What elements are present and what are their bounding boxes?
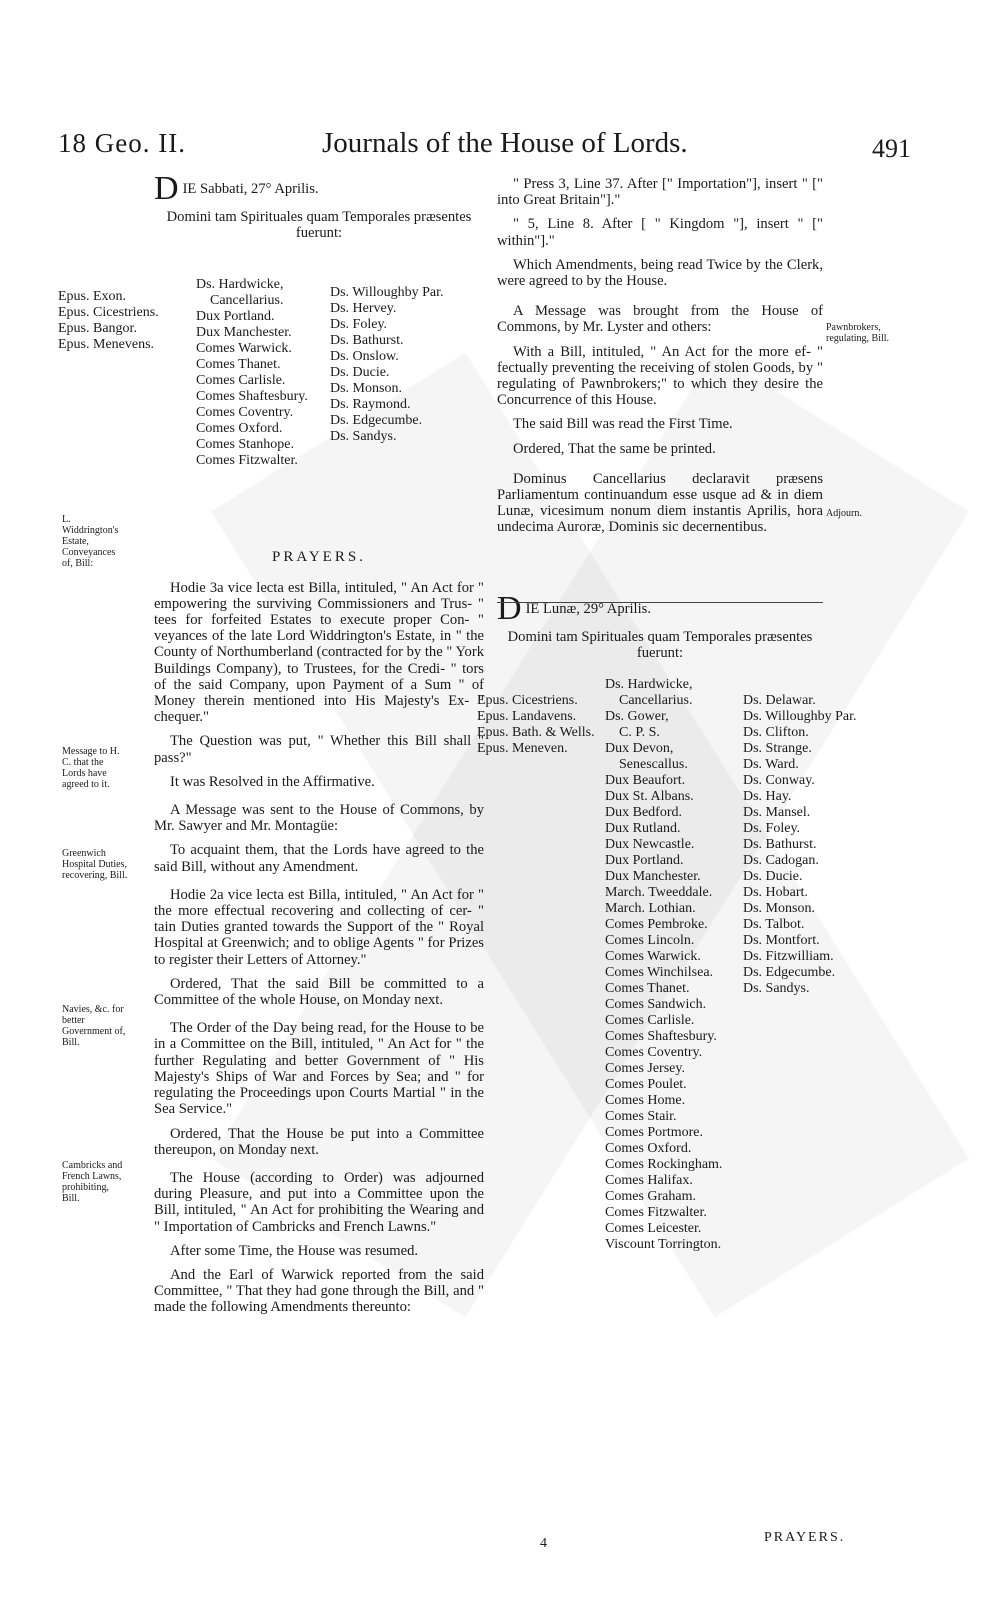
paragraph: The Order of the Day being read, for the House to be in a Committee on the Bill, intituled, " An Act for " the further Regulating and better Government of " His Majesty's Ships of War and Forces by Sea; and " for regulating the Proceedings upon Courts Martial " in the Sea Service." <box>154 1020 484 1118</box>
margin-note: Message to H. C. that the Lords have agreed to it. <box>62 746 120 790</box>
attendee-name: Comes Thanet. <box>196 357 281 373</box>
attendee-name: Ds. Sandys. <box>330 429 397 445</box>
page-header-reign: 18 Geo. II. <box>58 128 186 158</box>
attendee-name: Ds. Montfort. <box>743 933 820 949</box>
attendee-name: Ds. Ward. <box>743 757 799 773</box>
margin-note: Navies, &c. for better Government of, Bill. <box>62 1004 126 1048</box>
attendee-name: Ds. Gower, <box>605 709 669 725</box>
attendee-name: Dux Beaufort. <box>605 773 686 789</box>
paragraph: Hodie 2a vice lecta est Billa, intituled, " An Act for " the more effectual recovering and collecting of cer- " tain Duties granted towards the Support of the " Royal Hospital at Greenwich; and to oblige Agents " for Prizes to register their Letters of Attorney." <box>154 886 484 968</box>
attendee-name: Ds. Edgecumbe. <box>743 965 836 981</box>
attendee-name: Comes Fitzwalter. <box>196 453 298 469</box>
lords-list <box>743 693 857 997</box>
attendee-name: March. Lothian. <box>605 901 696 917</box>
paragraph: Ordered, That the same be printed. <box>513 440 716 457</box>
attendee-name: Comes Halifax. <box>605 1173 693 1189</box>
attendee-name: Dux Bedford. <box>605 805 682 821</box>
attendee-name: Comes Home. <box>605 1093 686 1109</box>
day-heading: DIE Sabbati, 27° Aprilis. <box>154 170 319 207</box>
attendee-name: Comes Coventry. <box>605 1045 703 1061</box>
attendee-name: Dux Newcastle. <box>605 837 695 853</box>
attendee-name: Epus. Exon. <box>58 289 127 305</box>
attendee-name: Ds. Bathurst. <box>330 333 404 349</box>
margin-note: L. Widdrington's Estate, Conveyances of, Bill: <box>62 514 119 569</box>
attendee-name: Dux St. Albans. <box>605 789 694 805</box>
attendee-name: Ds. Foley. <box>330 317 388 333</box>
attendee-name: Comes Oxford. <box>196 421 283 437</box>
attendance-list <box>477 669 857 1253</box>
attendee-name: Comes Portmore. <box>605 1125 703 1141</box>
attendee-name: Dux Rutland. <box>605 821 681 837</box>
attendee-name: Comes Stair. <box>605 1109 677 1125</box>
attendee-name: Ds. Cadogan. <box>743 853 819 869</box>
attendance-line: Domini tam Spirituales quam Temporales præsentes fuerunt: <box>507 628 813 661</box>
attendee-name: Comes Shaftesbury. <box>605 1029 717 1045</box>
attendee-name: Dux Portland. <box>605 853 684 869</box>
attendee-name: Ds. Willoughby Par. <box>743 709 857 725</box>
attendee-name: Epus. Bath. & Wells. <box>477 725 595 741</box>
margin-note: Pawnbrokers, regulating, Bill. <box>826 322 890 344</box>
attendee-name: Comes Rockingham. <box>605 1157 723 1173</box>
attendee-name: Ds. Hardwicke, <box>605 677 693 693</box>
attendee-name: Dux Devon, <box>605 741 674 757</box>
attendee-name: Comes Warwick. <box>196 341 292 357</box>
attendee-name: Ds. Hervey. <box>330 301 397 317</box>
attendee-name: Epus. Cicestriens. <box>58 305 159 321</box>
attendee-name: Ds. Hobart. <box>743 885 808 901</box>
attendee-name: Ds. Talbot. <box>743 917 805 933</box>
paragraph: Hodie 3a vice lecta est Billa, intituled, " An Act for " empowering the surviving Commissioners and Trus- " tees for forfeited Estates to execute proper Con- " veyances of the late Lord Widdrington's Estate, in " the County of Northumberland (contracted for by the " York Buildings Company), to Trustees, for the Credi- " tors of the said Company, upon Payment of a Sum " of Money therein mentioned into His Majesty's Ex- " chequer." <box>154 579 484 726</box>
attendee-name: Comes Coventry. <box>196 405 294 421</box>
lords-list <box>605 677 722 1253</box>
attendee-name: Ds. Willoughby Par. <box>330 285 444 301</box>
attendee-name: Ds. Clifton. <box>743 725 809 741</box>
day-heading: DIE Lunæ, 29° Aprilis. <box>497 589 651 627</box>
attendee-name: Ds. Sandys. <box>743 981 810 997</box>
attendee-name: Epus. Cicestriens. <box>477 693 578 709</box>
paragraph: Dominus Cancellarius declaravit præsens Parliamentum continuandum esse usque ad & in diem Lunæ, vicesimum nonum diem instantis Aprilis, hora undecima Auroræ, Dominis sic decernentibus. <box>497 470 823 536</box>
paragraph: To acquaint them, that the Lords have agreed to the said Bill, without any Amendment. <box>154 842 484 875</box>
attendee-name: Comes Graham. <box>605 1189 696 1205</box>
attendee-name: Ds. Strange. <box>743 741 812 757</box>
attendee-name: Ds. Edgecumbe. <box>330 413 423 429</box>
attendee-name: Cancellarius. <box>619 693 693 709</box>
attendance-line: Domini tam Spirituales quam Temporales præsentes fuerunt: <box>166 209 472 242</box>
attendee-name: Comes Winchilsea. <box>605 965 714 981</box>
catchword: PRAYERS. <box>764 1530 846 1545</box>
bishops-list <box>477 693 595 757</box>
attendee-name: Comes Stanhope. <box>196 437 294 453</box>
paragraph: With a Bill, intituled, " An Act for the more ef- " fectually preventing the receiving of stolen Goods, by " regulating of Pawnbrokers;" to which they desire the Concurrence of this House. <box>497 343 823 409</box>
section-rule <box>497 602 823 603</box>
attendee-name: Ds. Mansel. <box>743 805 811 821</box>
attendee-name: Comes Warwick. <box>605 949 701 965</box>
attendee-name: Comes Fitzwalter. <box>605 1205 707 1221</box>
attendee-name: Comes Oxford. <box>605 1141 692 1157</box>
paragraph: Ordered, That the House be put into a Committee thereupon, on Monday next. <box>154 1125 484 1158</box>
attendee-name: Comes Carlisle. <box>605 1013 695 1029</box>
attendee-name: Ds. Monson. <box>330 381 402 397</box>
amendment: " Press 3, Line 37. After [" Importation"], insert " [" into Great Britain"]." <box>497 176 823 209</box>
attendee-name: Epus. Landavens. <box>477 709 577 725</box>
signature-mark: 4 <box>540 1536 547 1551</box>
attendee-name: Comes Shaftesbury. <box>196 389 308 405</box>
margin-note: Cambricks and French Lawns, prohibiting, Bill. <box>62 1160 123 1204</box>
attendee-name: Comes Thanet. <box>605 981 690 997</box>
attendee-name: Ds. Conway. <box>743 773 815 789</box>
paragraph: The House (according to Order) was adjourned during Pleasure, and put into a Committee upon the Bill, intituled, " An Act for prohibiting the Wearing and " Importation of Cambricks and French Lawns." <box>154 1169 484 1235</box>
attendee-name: Senescallus. <box>619 757 688 773</box>
attendee-name: Epus. Bangor. <box>58 321 137 337</box>
attendee-name: Comes Poulet. <box>605 1077 687 1093</box>
page-number: 491 <box>872 134 911 163</box>
attendee-name: Comes Jersey. <box>605 1061 685 1077</box>
attendee-name: Ds. Hardwicke, <box>196 277 284 293</box>
attendee-name: Ds. Delawar. <box>743 693 816 709</box>
attendee-name: Cancellarius. <box>210 293 284 309</box>
attendee-name: Ds. Monson. <box>743 901 815 917</box>
amendment: " 5, Line 8. After [ " Kingdom "], insert " [" within"]." <box>497 216 823 249</box>
paragraph: The said Bill was read the First Time. <box>513 416 733 433</box>
attendee-name: Epus. Meneven. <box>477 741 568 757</box>
attendee-name: Comes Lincoln. <box>605 933 695 949</box>
lords-list <box>196 277 308 469</box>
page-header-title: Journals of the House of Lords. <box>322 127 688 159</box>
paragraph: A Message was brought from the House of Commons, by Mr. Lyster and others: <box>497 303 823 336</box>
attendee-name: Ds. Fitzwilliam. <box>743 949 834 965</box>
attendee-name: Comes Sandwich. <box>605 997 707 1013</box>
lords-list <box>330 285 444 445</box>
attendee-name: Ds. Foley. <box>743 821 801 837</box>
attendee-name: Ds. Ducie. <box>330 365 390 381</box>
paragraph: Ordered, That the said Bill be committed to a Committee of the whole House, on Monday next. <box>154 975 484 1009</box>
bishops-list <box>58 289 159 353</box>
attendee-name: C. P. S. <box>619 725 660 741</box>
paragraph: After some Time, the House was resumed. <box>170 1242 419 1259</box>
attendee-name: Comes Pembroke. <box>605 917 708 933</box>
paragraph: And the Earl of Warwick reported from the said Committee, " That they had gone through the Bill, and " made the following Amendments thereunto: <box>154 1266 484 1316</box>
attendance-list <box>58 249 484 539</box>
margin-note: Greenwich Hospital Duties, recovering, Bill. <box>62 848 128 881</box>
attendee-name: Ds. Raymond. <box>330 397 411 413</box>
paragraph: Which Amendments, being read Twice by the Clerk, were agreed to by the House. <box>497 256 823 290</box>
attendee-name: Dux Manchester. <box>605 869 701 885</box>
attendee-name: Comes Carlisle. <box>196 373 286 389</box>
attendee-name: Ds. Bathurst. <box>743 837 817 853</box>
attendee-name: Dux Portland. <box>196 309 275 325</box>
attendee-name: Ds. Ducie. <box>743 869 803 885</box>
paragraph: The Question was put, " Whether this Bill shall " pass?" <box>154 733 484 766</box>
margin-note: Adjourn. <box>826 508 862 519</box>
paragraph: A Message was sent to the House of Commons, by Mr. Sawyer and Mr. Montagüe: <box>154 802 484 835</box>
attendee-name: Ds. Onslow. <box>330 349 399 365</box>
attendee-name: Viscount Torrington. <box>605 1237 722 1253</box>
paragraph: It was Resolved in the Affirmative. <box>170 773 375 790</box>
attendee-name: Epus. Menevens. <box>58 337 155 353</box>
prayers-heading: PRAYERS. <box>272 549 366 566</box>
attendee-name: Dux Manchester. <box>196 325 292 341</box>
attendee-name: March. Tweeddale. <box>605 885 713 901</box>
attendee-name: Comes Leicester. <box>605 1221 702 1237</box>
attendee-name: Ds. Hay. <box>743 789 792 805</box>
